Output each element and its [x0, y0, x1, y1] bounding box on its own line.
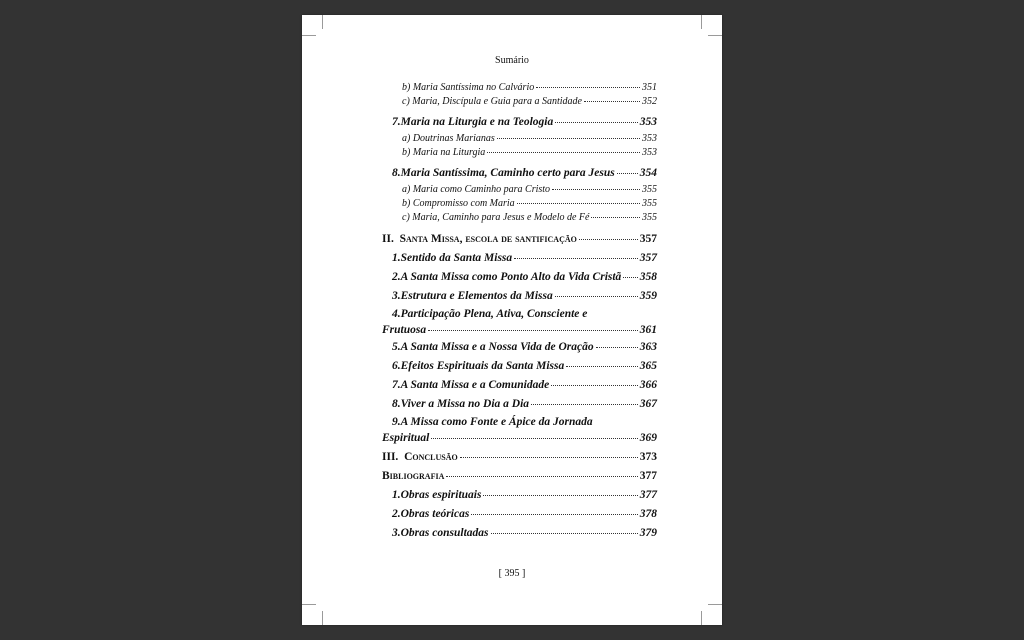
toc-entry[interactable]: [382, 338, 657, 357]
toc-entry[interactable]: [382, 197, 657, 211]
toc-entry-title: 7.A Santa Missa e a Comunidade: [392, 379, 550, 391]
toc-entry-title: 1.Sentido da Santa Missa: [392, 252, 513, 264]
toc-entry-page: 355: [642, 212, 657, 223]
toc-section-number: III.: [382, 451, 399, 463]
toc-entry-title: 2.A Santa Missa como Ponto Alto da Vida Cristã: [392, 271, 622, 283]
toc-entry[interactable]: [382, 95, 657, 109]
toc-entry-page: 352: [642, 96, 657, 107]
toc-entry-page: 354: [639, 167, 657, 179]
toc-entry-title: Frutuosa: [382, 324, 427, 336]
toc-entry-title: 7.Maria na Liturgia e na Teologia: [392, 116, 554, 128]
toc-entry[interactable]: [382, 395, 657, 414]
toc-entry[interactable]: [382, 164, 657, 183]
toc-entry-page: 361: [639, 324, 657, 336]
toc-entry[interactable]: [382, 211, 657, 225]
crop-mark: [302, 35, 316, 36]
toc-entry[interactable]: [382, 430, 657, 446]
toc-entry-title: 8.Maria Santíssima, Caminho certo para Jesus: [392, 167, 615, 179]
toc-entry-page: 363: [639, 341, 657, 353]
toc-entry-page: 377: [639, 470, 657, 482]
toc-entry[interactable]: [382, 113, 657, 132]
toc-entry-title: b) Maria Santíssima no Calvário: [402, 82, 535, 93]
toc-entry-page: 353: [642, 133, 657, 144]
toc-entry-page: 373: [639, 451, 657, 463]
toc-entry[interactable]: [382, 268, 657, 287]
toc-entry-title: b) Compromisso com Maria: [402, 198, 515, 209]
toc-entry-page: 378: [639, 508, 657, 520]
toc-entry-page: 359: [639, 290, 657, 302]
toc-section[interactable]: [382, 230, 657, 249]
toc-entry-page: 355: [642, 184, 657, 195]
toc-entry[interactable]: [382, 486, 657, 505]
toc-entry-page: 357: [639, 252, 657, 264]
toc-entry[interactable]: [382, 249, 657, 268]
toc-entry-page: 365: [639, 360, 657, 372]
table-of-contents: [382, 81, 657, 543]
crop-mark: [322, 611, 323, 625]
toc-entry-title: 8.Viver a Missa no Dia a Dia: [392, 398, 530, 410]
toc-section-number: II.: [382, 233, 394, 245]
toc-entry-page: 379: [639, 527, 657, 539]
toc-section-title: Santa Missa, escola de santificação: [399, 233, 577, 245]
toc-entry-title: a) Maria como Caminho para Cristo: [402, 184, 551, 195]
page-number: [ 395 ]: [498, 568, 526, 579]
toc-entry-title: 2.Obras teóricas: [392, 508, 470, 520]
document-page: [302, 15, 722, 625]
toc-entry-wrapped-line[interactable]: 4.Participação Plena, Ativa, Consciente e: [392, 308, 588, 320]
toc-entry-page: 367: [639, 398, 657, 410]
toc-entry[interactable]: [382, 287, 657, 306]
toc-entry-title: 3.Estrutura e Elementos da Missa: [392, 290, 553, 302]
toc-entry-title: a) Doutrinas Marianas: [402, 133, 495, 144]
toc-entry-page: 369: [639, 432, 657, 444]
toc-entry-title: b) Maria na Liturgia: [402, 147, 486, 158]
toc-entry[interactable]: [382, 376, 657, 395]
toc-entry[interactable]: [382, 322, 657, 338]
toc-entry-title: 1.Obras espirituais: [392, 489, 482, 501]
toc-entry-wrapped-line[interactable]: 9.A Missa como Fonte e Ápice da Jornada: [392, 416, 593, 428]
crop-mark: [701, 611, 702, 625]
toc-entry-title: c) Maria, Caminho para Jesus e Modelo de Fé: [402, 212, 590, 223]
toc-entry-page: 358: [639, 271, 657, 283]
toc-entry-title: 3.Obras consultadas: [392, 527, 489, 539]
toc-section-title: Conclusão: [404, 451, 458, 463]
toc-entry-page: 366: [639, 379, 657, 391]
toc-entry-title: Espiritual: [382, 432, 430, 444]
toc-entry[interactable]: [382, 357, 657, 376]
toc-section[interactable]: [382, 467, 657, 486]
toc-entry-page: 353: [639, 116, 657, 128]
crop-mark: [708, 604, 722, 605]
crop-mark: [322, 15, 323, 29]
toc-entry-title: c) Maria, Discípula e Guia para a Santidade: [402, 96, 582, 107]
toc-entry[interactable]: [382, 132, 657, 146]
toc-entry[interactable]: [382, 524, 657, 543]
toc-entry-title: 5.A Santa Missa e a Nossa Vida de Oração: [392, 341, 594, 353]
toc-section[interactable]: [382, 448, 657, 467]
toc-entry-page: 355: [642, 198, 657, 209]
crop-mark: [701, 15, 702, 29]
toc-entry-page: 357: [639, 233, 657, 245]
running-header: Sumário: [495, 55, 529, 66]
toc-section-title: Bibliografia: [382, 470, 445, 482]
toc-entry[interactable]: [382, 81, 657, 95]
toc-entry-page: 377: [639, 489, 657, 501]
toc-entry[interactable]: [382, 146, 657, 160]
toc-entry[interactable]: [382, 505, 657, 524]
toc-entry[interactable]: [382, 183, 657, 197]
crop-mark: [708, 35, 722, 36]
crop-mark: [302, 604, 316, 605]
toc-entry-page: 353: [642, 147, 657, 158]
toc-entry-page: 351: [642, 82, 657, 93]
toc-entry-title: 6.Efeitos Espirituais da Santa Missa: [392, 360, 565, 372]
